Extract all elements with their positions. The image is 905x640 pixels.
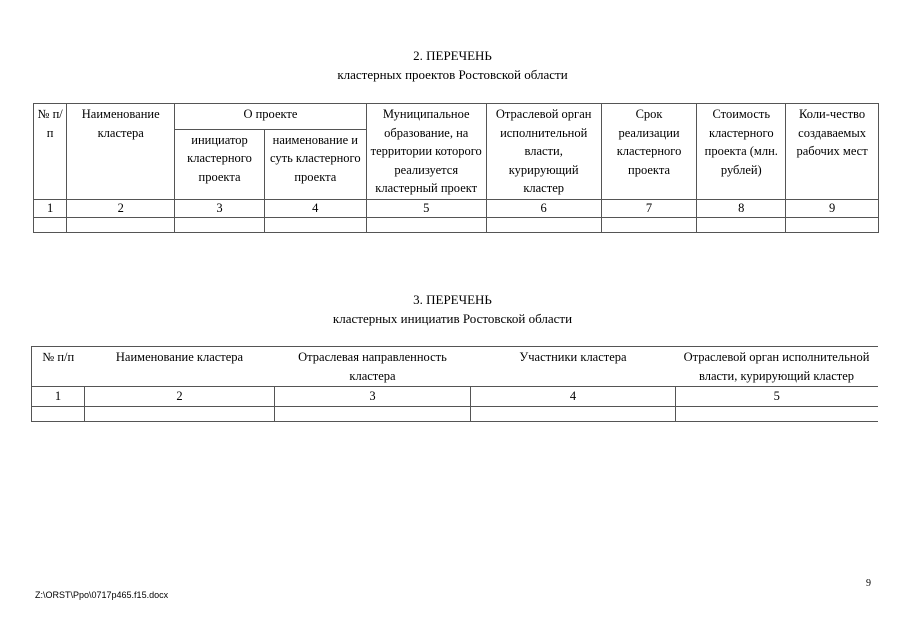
header-initiator: инициатор кластерного проекта [175,129,265,199]
header-jobs: Коли-чество создаваемых рабочих мест [786,104,879,200]
empty-row [32,406,878,421]
header-authority: Отраслевой орган исполнительной власти, курирующий кластер [676,347,878,387]
column-number: 5 [676,387,878,407]
column-numbers-row [34,199,879,217]
header-cost: Стоимость кластерного проекта (млн. рублей) [697,104,786,200]
section3-title: 3. ПЕРЕЧЕНЬ [413,292,492,307]
column-number: 1 [34,199,67,217]
section2-subtitle: кластерных проектов Ростовской области [337,67,568,82]
column-number: 6 [486,199,601,217]
column-number: 5 [366,199,486,217]
column-number: 3 [275,387,471,407]
header-cluster-name: Наименование кластера [85,347,275,387]
header-cluster-name: Наименование кластера [67,104,175,200]
column-number: 8 [697,199,786,217]
header-participants: Участники кластера [471,347,676,387]
cluster-initiatives-table [31,346,878,422]
column-number: 3 [175,199,265,217]
column-number: 9 [786,199,879,217]
column-number: 4 [264,199,366,217]
section3-subtitle: кластерных инициатив Ростовской области [332,311,573,326]
column-number: 1 [32,387,85,407]
header-about-project: О проекте [175,104,367,130]
header-num: № п/п [32,347,85,387]
column-number: 7 [601,199,697,217]
header-term: Срок реализации кластерного проекта [601,104,697,200]
column-numbers-row [32,387,878,407]
header-num: № п/п [34,104,67,200]
cluster-projects-table [33,103,879,233]
header-municipality: Муниципальное образование, на территории которого реализуется кластерный проект [366,104,486,200]
section2-title: 2. ПЕРЕЧЕНЬ [413,48,492,63]
page-number: 9 [866,578,871,589]
header-authority: Отраслевой орган исполнительной власти, курирующий кластер [486,104,601,200]
header-project-name: наименование и суть кластерного проекта [264,129,366,199]
column-number: 2 [85,387,275,407]
empty-row [34,217,879,232]
file-path: Z:\ORST\Ppo\0717p465.f15.docx [35,590,169,600]
header-direction: Отраслевая направленность кластера [275,347,471,387]
column-number: 2 [67,199,175,217]
column-number: 4 [471,387,676,407]
